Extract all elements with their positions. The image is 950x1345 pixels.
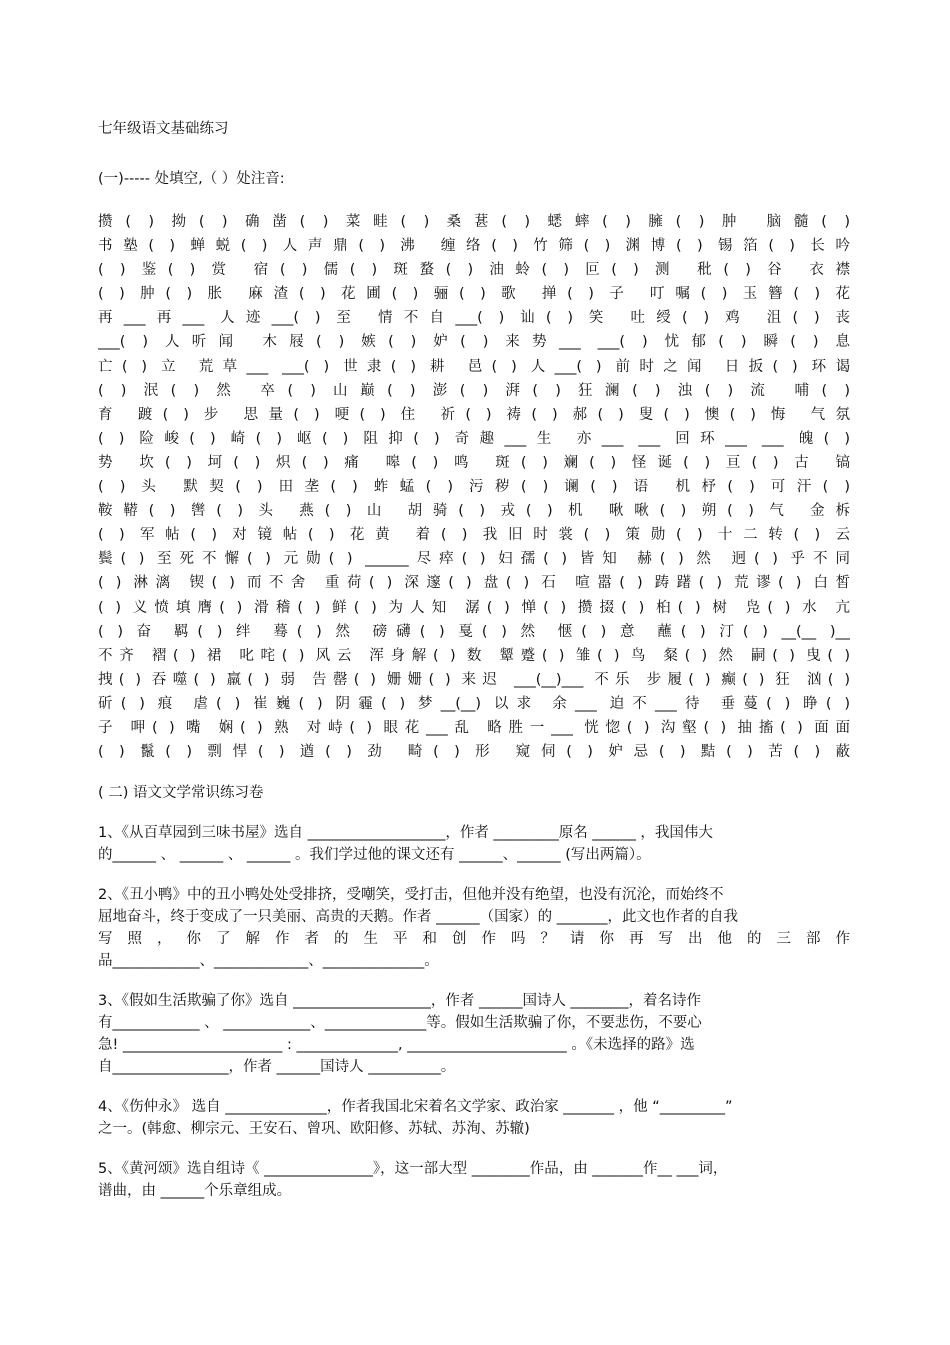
question-4-line: 4、《伤仲永》 选自 ______________，作者我国北宋着名文学家、政治家 _______ ，他 “_________” (98, 1099, 733, 1116)
question-3-line: 急! ______________________ : ______________, ______________________ 。《未选择的路》选 (98, 1037, 695, 1054)
question-4 (98, 1096, 850, 1140)
vocab-line: 育 踱( ) 步 思量( ) 哽( ) 住 祈( ) 祷( ) 郝( ) 叟( ) 懊( ) 悔 气氛 (98, 406, 850, 423)
vocab-line: 斫( ) 痕 虐( ) 崔巍( ) 阴霾( ) 梦__(__) 以求 余___ 迫不___待 垂蔓( ) 睁( ) (98, 695, 850, 712)
vocab-line: 鞍鞯( ) 辔( ) 头 燕( ) 山 胡骑( ) 戎( ) 机 啾啾( ) 朔( ) 气 金柝 (98, 503, 850, 520)
question-2-line: 品____________、_____________、______________。 (98, 953, 439, 970)
question-4-line: 之一。(韩愈、柳宗元、王安石、曾巩、欧阳修、苏轼、苏洵、苏辙) (98, 1121, 530, 1138)
question-5-line: 5、《黄河颂》选自组诗《 _______________》，这一部大型 ________作品，由 _______作__ ___词， (98, 1161, 728, 1178)
vocab-line: ( ) 淋漓 锲( ) 而不舍 重荷( ) 深邃( ) 盘( ) 石 喧嚣( ) 踌躇( ) 荒谬( ) 白皙 (98, 575, 850, 592)
vocab-line: ( ) 军帖( ) 对镜帖( ) 花黄 着( ) 我旧时裳( ) 策勋( ) 十二转( ) 云 (98, 527, 850, 544)
vocab-line: ___( ) 人听闻 木屐( ) 嫉( ) 妒( ) 来势___ ___( ) 忧郁( ) 瞬( ) 息 (98, 334, 850, 351)
worksheet-title: 七年级语文基础练习 (98, 121, 229, 137)
vocab-line: 势 坎( ) 坷( ) 炽( ) 痛 嗥( ) 鸣 斑( ) 斓( ) 怪诞( ) 亘( ) 古 镐 (98, 454, 850, 471)
vocab-line: ( ) 头 默契( ) 田垄( ) 蚱蜢( ) 污秽( ) 谰( ) 语 机杼( ) 可汗( ) (98, 479, 850, 496)
section-1-heading: (一)----- 处填空,（ ）处注音: (98, 171, 285, 187)
vocab-line: 亡( ) 立 荒草___ ___( ) 世隶( ) 耕 邑( ) 人___( ) 前时之闻 日扳( ) 环谒 (98, 358, 850, 375)
vocab-line: ( ) 险峻( ) 崎( ) 岖( ) 阻抑( ) 奇趣___生 亦___ ___ 回环___ ___ 魄( ) (98, 430, 850, 447)
question-1 (98, 822, 850, 866)
vocab-line: 拽( ) 吞噬( ) 羸( ) 弱 告罄( ) 姗姗( ) 来迟 ___(__)___ 不乐 步履( ) 癫( ) 狂 汹( ) (98, 671, 850, 688)
question-5 (98, 1158, 850, 1202)
question-1-line: 1、《从百草园到三味书屋》选自 ___________________，作者 _________原名 ______ ，我国伟大 (98, 825, 713, 842)
question-2-line: 写 照 ， 你 了 解 作 者 的 生 平 和 创 作 吗 ？ 请 你 再 写 出 他 的 三 部 作 (98, 931, 850, 948)
vocab-line: 再___再___ 人迹___( ) 至 情不自___( ) 讪( ) 笑 吐绶( ) 鸡 沮( ) 丧 (98, 310, 850, 327)
vocab-line: ( ) 鉴( ) 赏 宿( ) 儒( ) 斑蝥( ) 油蛉( ) 叵( ) 测 秕( ) 谷 衣襟 (98, 262, 850, 279)
vocab-line: ( ) 肿( ) 胀 麻渣( ) 花圃( ) 骊( ) 歌 掸( ) 子 叮嘱( ) 玉簪( ) 花 (98, 286, 850, 303)
vocab-line: ( ) 泯( ) 然 卒( ) 山巅( ) 澎( ) 湃( ) 狂澜( ) 浊( ) 流 哺( ) (98, 382, 850, 399)
question-3-line: 自________________，作者 ______国诗人 __________。 (98, 1059, 456, 1076)
vocab-line: 鬓( ) 至死不懈( ) 元勋( ) ______尽瘁( ) 妇孺( ) 皆知 赫( ) 然 迥( ) 乎不同 (98, 551, 850, 568)
vocab-line: 子 呷( ) 嘴 娴( ) 熟 对峙( ) 眼花___乱 略胜一___ 恍惚( ) 沟壑( ) 抽搐( ) 面面 (98, 719, 850, 736)
vocab-line: ( ) 义愤填膺( ) 滑稽( ) 鲜( ) 为人知 潺( ) 惮( ) 攒掇( ) 桕( ) 树 凫( ) 水 亢 (98, 599, 850, 616)
pinyin-vocabulary-block (98, 210, 850, 764)
vocab-line: ( ) 鬣( ) 剽悍( ) 遒( ) 劲 畸( ) 形 窥伺( ) 妒忌( ) 黠( ) 苦( ) 蔽 (98, 744, 850, 761)
question-5-line: 谱曲，由 ______个乐章组成。 (98, 1183, 292, 1200)
question-2 (98, 884, 850, 972)
worksheet-page (98, 118, 850, 1202)
vocab-line: 不齐 褶( ) 裙 叱咤( ) 风云 浑身解( ) 数 颦蹙( ) 雏( ) 鸟 粲( ) 然 嗣( ) 曳( ) (98, 647, 850, 664)
vocab-line: ( ) 奋 羁( ) 绊 蓦( ) 然 磅礴( ) 戛( ) 然 惬( ) 意 蘸( ) 汀( ) __(__ )__ (98, 623, 850, 640)
vocab-line: 攒( ) 拗( ) 确凿( ) 菜畦( ) 桑葚( ) 蟋蟀( ) 臃( ) 肿 脑髓( ) (98, 214, 850, 230)
vocab-line: 书塾( ) 蝉蜕( ) 人声鼎( ) 沸 缠络( ) 竹筛( ) 渊博( ) 锡箔( ) 长吟 (98, 238, 850, 255)
question-1-line: 的______ 、 ______ 、 ______ 。我们学过他的课文还有 ______、______ (写出两篇）。 (98, 847, 651, 864)
question-3 (98, 990, 850, 1078)
section-2-heading: ( 二) 语文文学常识练习卷 (98, 785, 264, 802)
question-3-line: 有____________ 、 ____________、______________等。假如生活欺骗了你，不要悲伤，不要心 (98, 1015, 702, 1032)
question-2-line: 2、《丑小鸭》中的丑小鸭处处受排挤，受嘲笑，受打击，但他并没有绝望，也没有沉沦，而始终不 (98, 887, 724, 904)
question-2-line: 屈地奋斗，终于变成了一只美丽、高贵的天鹅。作者 ______（国家）的 _______，此文也作者的自我 (98, 909, 738, 926)
question-3-line: 3、《假如生活欺骗了你》选自 ___________________，作者 ______国诗人 ________，着名诗作 (98, 993, 702, 1010)
